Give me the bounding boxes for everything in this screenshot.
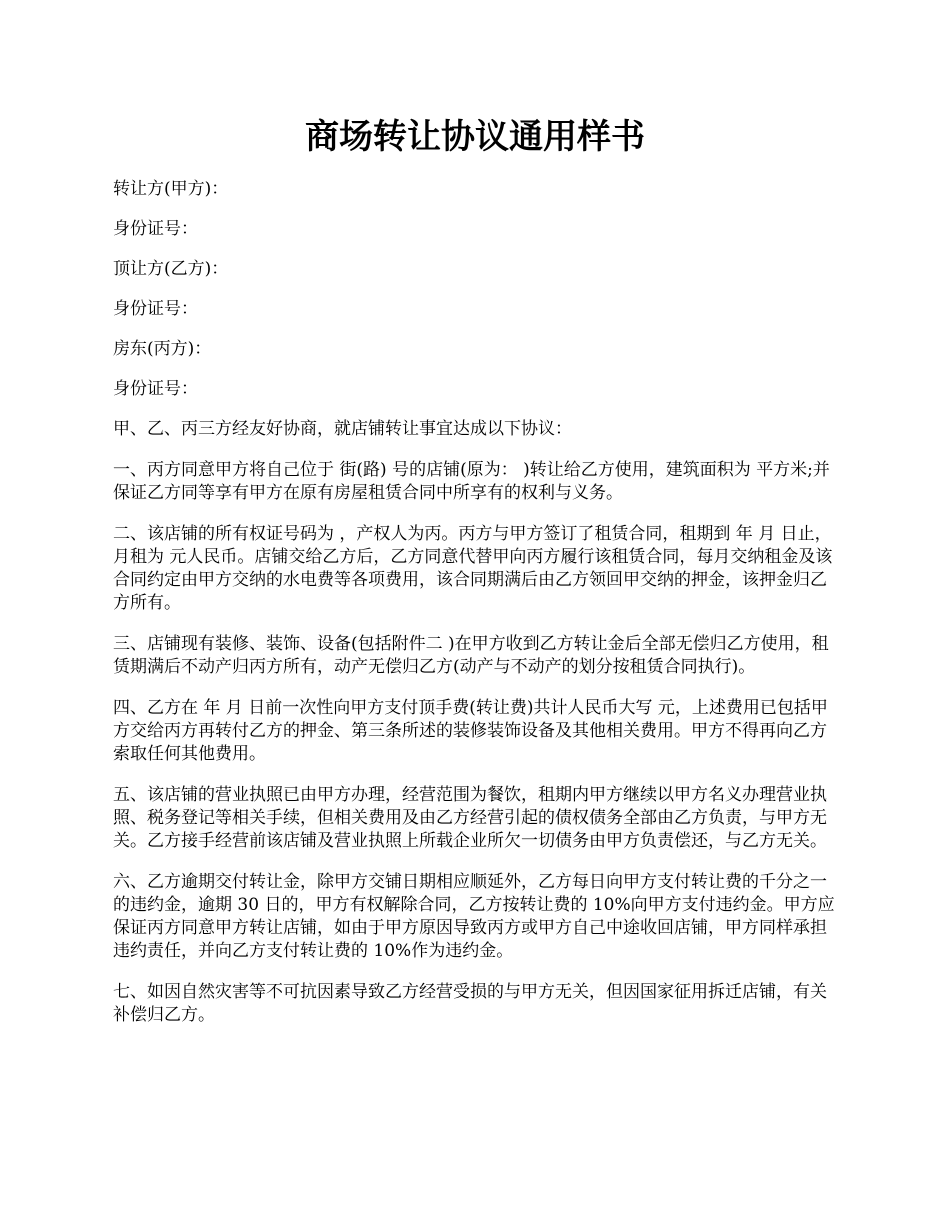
document-title: 商场转让协议通用样书 xyxy=(305,117,645,157)
clause-6: 六、乙方逾期交付转让金，除甲方交铺日期相应顺延外，乙方每日向甲方支付转让费的千分之一的违约金，逾期 30 日的，甲方有权解除合同，乙方按转让费的 10%向甲方支付违约金。甲方应保证丙方同意甲方转让店铺，如由于甲方原因导致丙方或甲方自己中途收回店铺，甲方同样承担违约责任，并向乙方支付转让费的 10%作为违约金。 xyxy=(113,872,835,961)
transferor-id-field: 身份证号： xyxy=(113,219,198,239)
clause-5: 五、该店铺的营业执照已由甲方办理，经营范围为餐饮，租期内甲方继续以甲方名义办理营业执照、税务登记等相关手续，但相关费用及由乙方经营引起的债权债务全部由乙方负责，与甲方无关。乙方接手经营前该店铺及营业执照上所载企业所欠一切债务由甲方负责偿还，与乙方无关。 xyxy=(113,785,827,851)
document-body xyxy=(113,178,843,1045)
clause-2: 二、该店铺的所有权证号码为 ，产权人为丙。丙方与甲方签订了租赁合同，租期到 年 月 日止，月租为 元人民币。店铺交给乙方后，乙方同意代替甲向丙方履行该租赁合同，每月交纳租金及该合同约定由甲方交纳的水电费等各项费用，该合同期满后由乙方领回甲交纳的押金，该押金归乙方所有。 xyxy=(113,524,833,613)
landlord-field: 房东(丙方)： xyxy=(113,339,212,359)
clause-4: 四、乙方在 年 月 日前一次性向甲方支付顶手费(转让费)共计人民币大写 元，上述费用已包括甲方交给丙方再转付乙方的押金、第三条所述的装修装饰设备及其他相关费用。甲方不得再向乙方索取任何其他费用。 xyxy=(113,698,828,764)
landlord-id-field: 身份证号： xyxy=(113,379,198,399)
clause-1: 一、丙方同意甲方将自己位于 街(路) 号的店铺(原为： )转让给乙方使用，建筑面积为 平方米;并保证乙方同等享有甲方在原有房屋租赁合同中所享有的权利与义务。 xyxy=(113,460,830,503)
transferee-field: 顶让方(乙方)： xyxy=(113,259,229,279)
clause-3: 三、店铺现有装修、装饰、设备(包括附件二 )在甲方收到乙方转让金后全部无偿归乙方使用，租赁期满后不动产归丙方所有，动产无偿归乙方(动产与不动产的划分按租赁合同执行)。 xyxy=(113,634,829,677)
intro-paragraph: 甲、乙、丙三方经友好协商，就店铺转让事宜达成以下协议： xyxy=(113,419,572,439)
transferor-field: 转让方(甲方)： xyxy=(113,179,229,199)
clause-7: 七、如因自然灾害等不可抗因素导致乙方经营受损的与甲方无关，但因国家征用拆迁店铺，有关补偿归乙方。 xyxy=(113,982,827,1025)
transferee-id-field: 身份证号： xyxy=(113,299,198,319)
